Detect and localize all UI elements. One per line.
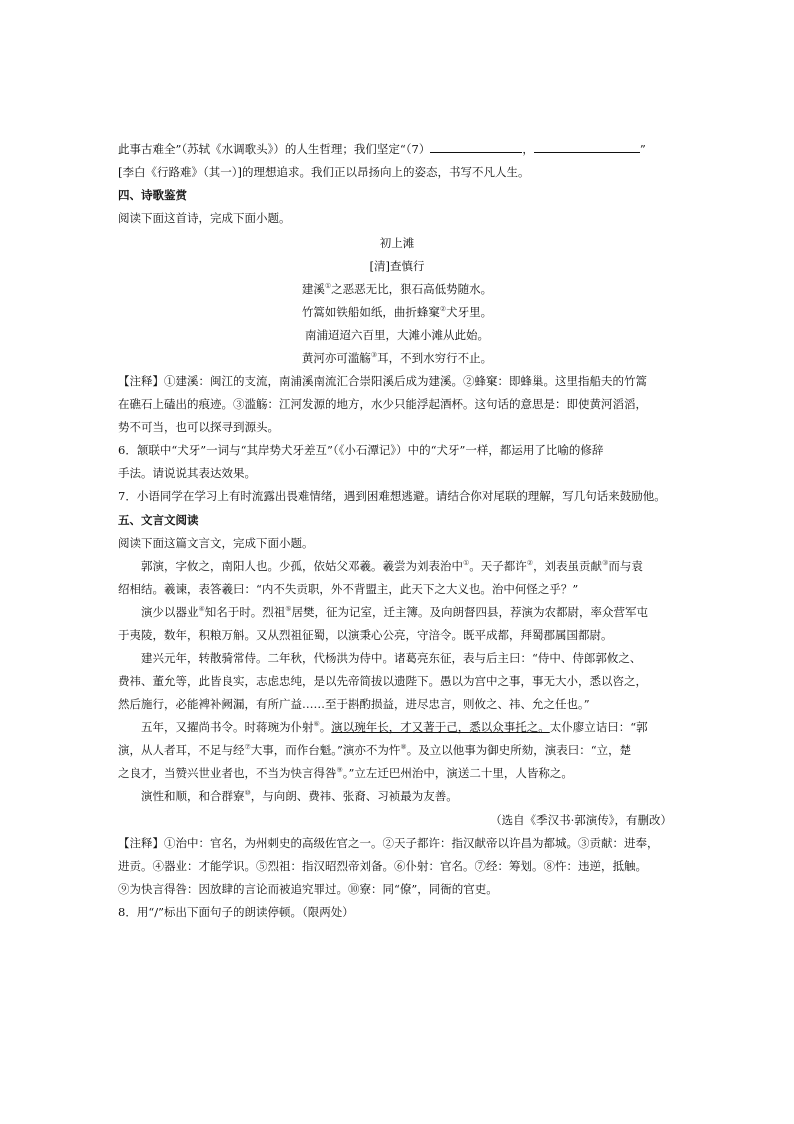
poem-note-line: 势不可当，也可以探寻到源头。 [118, 420, 279, 434]
passage-line: 于夷陵，数年，积粮万斛。又从烈祖征蜀，以演秉心公亮，守涪令。既平成都，拜蜀郡属国都尉。 [118, 628, 613, 642]
intro-text: 此事古难全”（苏轼《水调歌头》）的人生哲理；我们坚定“（7） [118, 142, 431, 156]
poem-title: 初上滩 [379, 236, 415, 250]
passage-source: （选自《季汉书·郭演传》，有删改） [490, 813, 672, 827]
passage-line: 演性和顺，和合群寮⑩，与向朗、费祎、张裔、习祯最为友善。 [141, 789, 458, 803]
answer-blank-2[interactable] [534, 141, 640, 153]
poetry-instruction: 阅读下面这首诗，完成下面小题。 [118, 211, 291, 225]
section-heading-classical: 五、文言文阅读 [118, 513, 199, 527]
passage-line: 然后施行，必能裨补阙漏，有所广益……至于斟酌损益，进尽忠言，则攸之、祎、允之任也。” [118, 697, 590, 711]
question-8: 8．用“/”标出下面句子的朗读停顿。（限两处） [118, 905, 354, 919]
question-6: 6．颔联中“犬牙”一词与“其岸势犬牙差互”（《小石潭记》）中的“犬牙”一样，都运用了比喻的修辞 [118, 443, 604, 457]
poem-verse: 黄河亦可滥觞③耳，不到水穷行不止。 [301, 351, 493, 365]
intro-line-1: 此事古难全”（苏轼《水调歌头》）的人生哲理；我们坚定“（7） ， ” [118, 142, 646, 156]
poem-note-line: 在礁石上磕出的痕迹。③滥觞：江河发源的地方，水少只能浮起酒杯。这句话的意思是：即使黄河滔滔， [118, 397, 647, 411]
passage-line: 演少以器业④知名于时。烈祖⑤居樊，征为记室，迁主簿。及向朗督四县，荐演为农都尉，率众营军屯 [141, 605, 649, 619]
passage-line: 费祎、董允等，此皆良实，志虑忠纯，是以先帝简拔以遗陛下。愚以为宫中之事，事无大小，悉以咨之， [118, 674, 647, 688]
passage-line: 建兴元年，转散骑常侍。二年秋，代杨洪为侍中。诸葛亮东征，表与后主曰：“侍中、侍郎郭攸之、 [141, 651, 642, 665]
passage-line: 之良才，当赞兴世业者也，不当为快言得咎⑨。”立左迁巴州治中，演送二十里，人皆称之。 [118, 766, 573, 780]
poem-verse: 南浦迢迢六百里，大滩小滩从此始。 [305, 328, 489, 342]
classical-instruction: 阅读下面这篇文言文，完成下面小题。 [118, 536, 314, 550]
passage-line: 五年，又擢尚书令。时蒋琬为仆射⑥。演以琬年长，才又著于己，悉以众事托之。太仆廖立诘曰：“郭 [141, 720, 648, 734]
passage-note-line: ⑨为快言得咎：因放肆的言论而被追究罪过。⑩寮：同“僚”，同衙的官吏。 [118, 882, 498, 896]
question-6-cont: 手法。请说说其表达效果。 [118, 466, 256, 480]
poem-note-line: 【注释】①建溪：闽江的支流，南浦溪南流汇合崇阳溪后成为建溪。②蜂窠：即蜂巢。这里指船夫的竹篙 [118, 374, 647, 388]
answer-blank-1[interactable] [430, 141, 522, 153]
passage-line: 绍相结。羲谏，表答羲曰：“内不失贡职，外不背盟主，此天下之大义也。治中何怪之乎？” [118, 582, 579, 596]
poem-author: [清]查慎行 [369, 259, 425, 273]
section-heading-poetry: 四、诗歌鉴赏 [118, 188, 187, 202]
passage-note-line: 进贡。④器业：才能学识。⑤烈祖：指汉昭烈帝刘备。⑥仆射：官名。⑦经：筹划。⑧忤：违逆，抵触。 [118, 859, 647, 873]
underlined-sentence: 演以琬年长，才又著于己，悉以众事托之。 [331, 720, 550, 734]
poem-verse: 竹篙如铁船如纸，曲折蜂窠②犬牙里。 [301, 305, 493, 319]
poem-verse: 建溪①之恶恶无比，狠石高低势随水。 [301, 282, 493, 296]
passage-line: 郭演，字攸之，南阳人也。少孤，依姑父邓羲。羲尝为刘表治中①。天子都许②，刘表虽贡献③而与袁 [141, 559, 643, 573]
question-7: 7．小语同学在学习上有时流露出畏难情绪，遇到困难想逃避。请结合你对尾联的理解，写几句话来鼓励他。 [118, 489, 666, 503]
passage-line: 演，从人者耳，不足与经⑦大事，而作台魁。”演亦不为忤⑧。及立以他事为御史所劾，演表曰：“立，楚 [118, 743, 632, 757]
passage-note-line: 【注释】①治中：官名，为州刺史的高级佐官之一。②天子都许：指汉献帝以许昌为都城。③贡献：进奉， [118, 836, 659, 850]
intro-line-2: [李白《行路难》（其一）]的理想追求。我们正以昂扬向上的姿态，书写不凡人生。 [118, 165, 530, 179]
